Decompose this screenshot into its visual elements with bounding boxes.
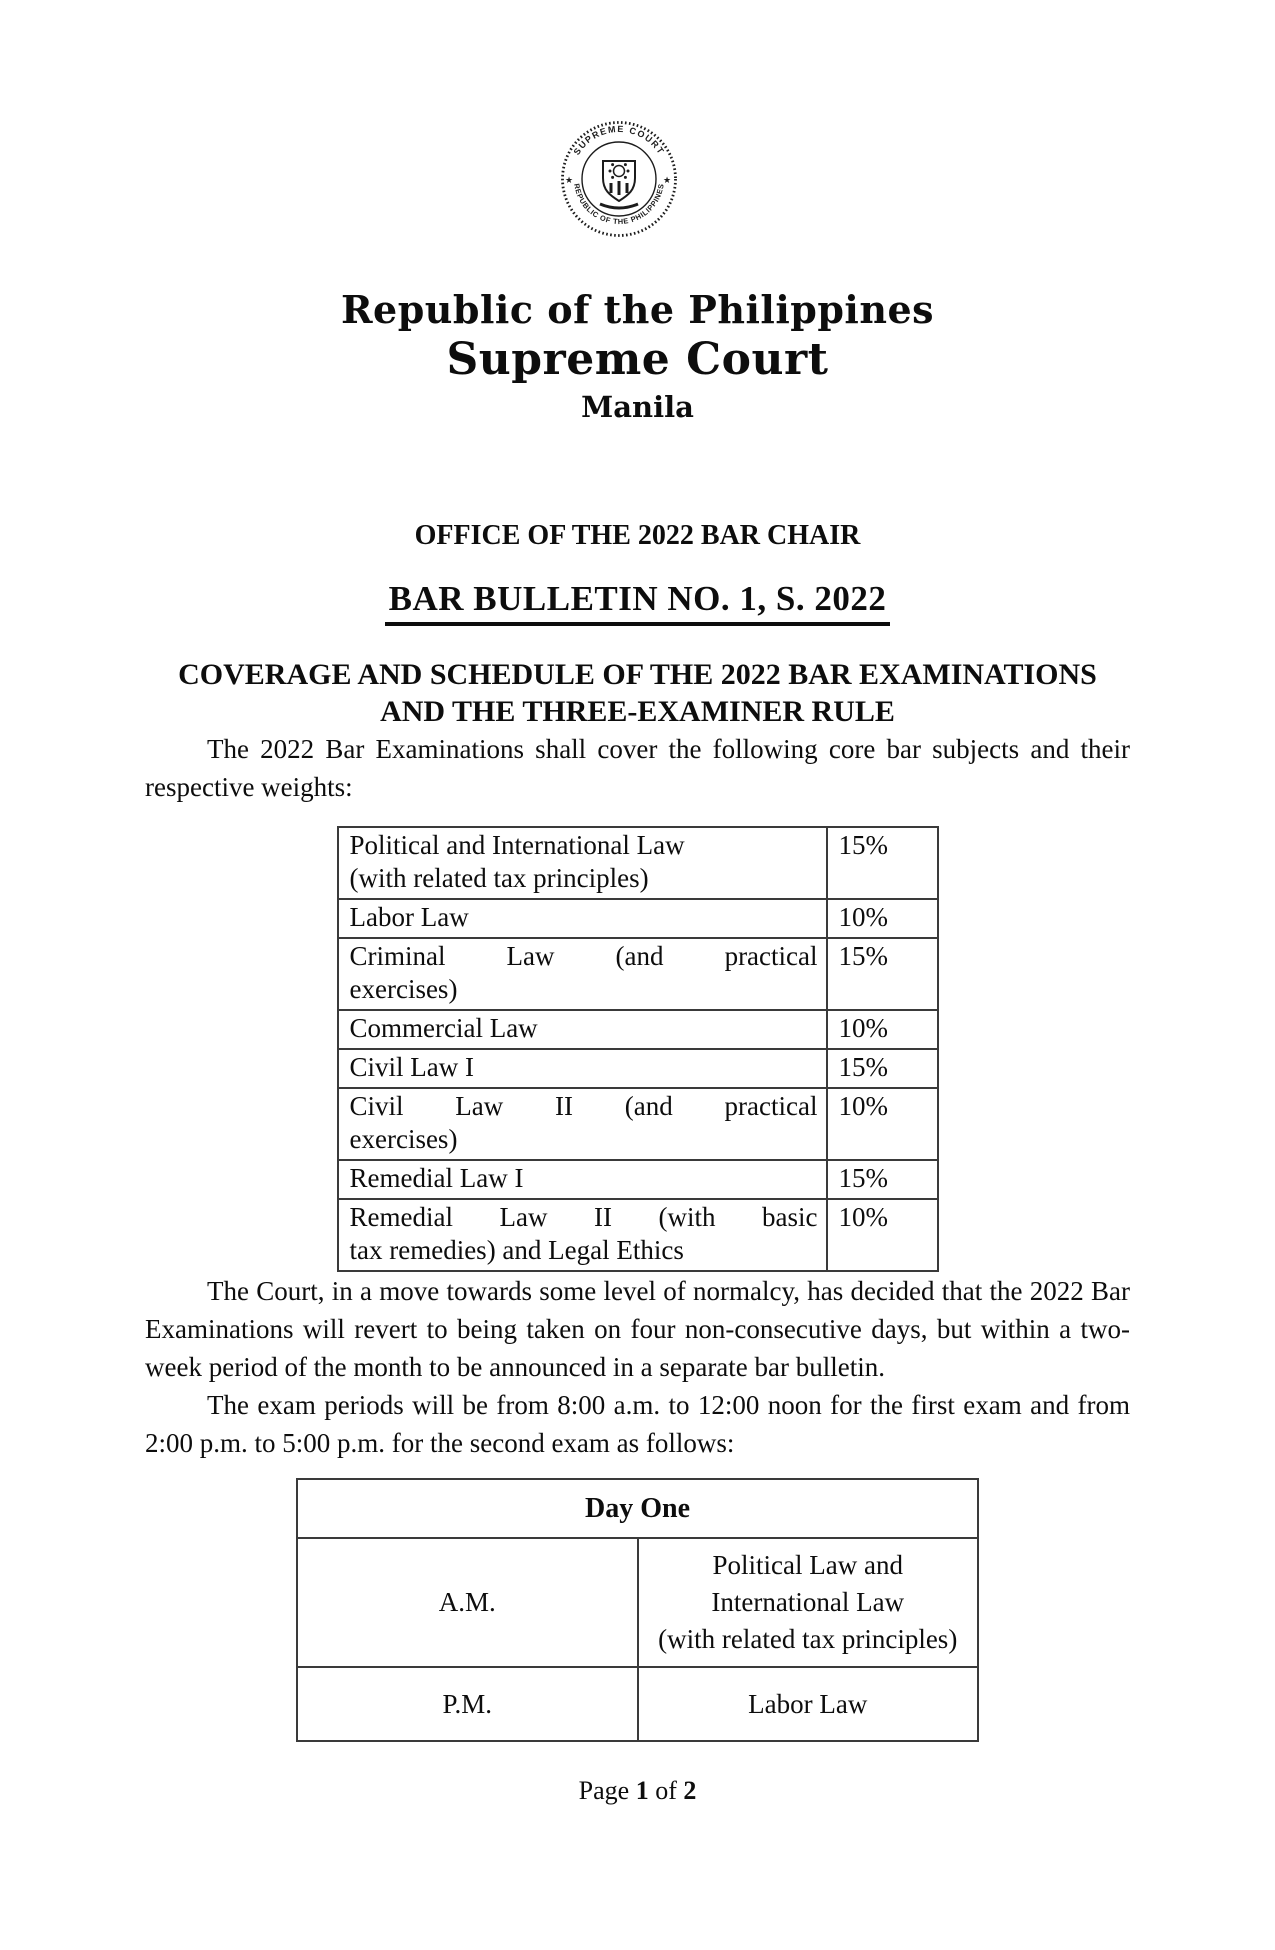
letterhead: [145, 287, 1130, 427]
seal-shield-icon: [600, 161, 638, 208]
letterhead-supreme-court: Supreme Court: [446, 334, 829, 385]
schedule-table: [296, 1478, 979, 1742]
period-cell: P.M.: [297, 1667, 638, 1741]
schedule-title-row: [297, 1479, 978, 1538]
weights-table: [337, 826, 939, 1272]
seal-inner-ring: [582, 142, 656, 216]
table-row: [338, 827, 938, 899]
schedule-row-am: [297, 1538, 978, 1667]
seal-star-right-icon: ★: [662, 175, 671, 185]
subject-cell: Commercial Law: [338, 1010, 827, 1049]
subject-cell: Political and International Law (with related tax principles): [338, 827, 827, 899]
weight-cell: 10%: [827, 1010, 938, 1049]
subject-cell: Remedial Law I: [338, 1160, 827, 1199]
weight-cell: 10%: [827, 1088, 938, 1160]
weight-cell: 10%: [827, 899, 938, 938]
footer-of-label: of: [655, 1776, 677, 1805]
exam-periods-paragraph: The exam periods will be from 8:00 a.m. to 12:00 noon for the first exam and from 2:00 p.m. to 5:00 p.m. for the second exam as follows:: [145, 1390, 1130, 1458]
schedule-title: Day One: [297, 1479, 978, 1538]
weight-cell: 15%: [827, 1160, 938, 1199]
letterhead-republic: Republic of the Philippines: [340, 287, 935, 332]
supreme-court-seal-icon: [560, 120, 678, 238]
letterhead-manila: Manila: [581, 390, 694, 424]
office-header: OFFICE OF THE 2022 BAR CHAIR: [414, 520, 861, 551]
table-row: [338, 938, 938, 1010]
weight-cell: 15%: [827, 1049, 938, 1088]
period-cell: A.M.: [297, 1538, 638, 1667]
table-row: [338, 1049, 938, 1088]
bulletin-title-row: [145, 579, 1130, 626]
footer-total-pages: 2: [683, 1776, 697, 1805]
coverage-heading-line-2: AND THE THREE-EXAMINER RULE: [380, 695, 895, 728]
seal-arc-bottom-text: REPUBLIC OF THE PHILIPPINES: [571, 182, 666, 227]
coverage-heading: [145, 656, 1130, 730]
schedule-subject-cell: Labor Law: [638, 1667, 979, 1741]
schedule-row-pm: [297, 1667, 978, 1741]
coverage-heading-line-1: COVERAGE AND SCHEDULE OF THE 2022 BAR EXAMINATIONS: [178, 658, 1097, 691]
subject-cell: Remedial Law II (with basic tax remedies) and Legal Ethics: [338, 1199, 827, 1271]
footer-page-label: Page: [578, 1776, 630, 1805]
subject-cell: Civil Law II (and practical exercises): [338, 1088, 827, 1160]
weight-cell: 10%: [827, 1199, 938, 1271]
seal-arc-top-text: SUPREME COURT: [570, 123, 667, 157]
seal-star-left-icon: ★: [564, 175, 573, 185]
subject-cell: Civil Law I: [338, 1049, 827, 1088]
weight-cell: 15%: [827, 827, 938, 899]
weight-cell: 15%: [827, 938, 938, 1010]
intro-paragraph: The 2022 Bar Examinations shall cover the following core bar subjects and their respective weights:: [145, 734, 1130, 802]
table-row: [338, 1199, 938, 1271]
table-row: [338, 1010, 938, 1049]
bulletin-title: BAR BULLETIN NO. 1, S. 2022: [385, 579, 891, 626]
schedule-subject-cell: Political Law and International Law (with related tax principles): [638, 1538, 979, 1667]
seal-row: [145, 0, 1130, 243]
table-row: [338, 899, 938, 938]
table-row: [338, 1160, 938, 1199]
footer-page-number: 1: [635, 1776, 649, 1805]
subject-cell: Labor Law: [338, 899, 827, 938]
subject-cell: Criminal Law (and practical exercises): [338, 938, 827, 1010]
court-decision-paragraph: The Court, in a move towards some level of normalcy, has decided that the 2022 Bar Examinations will revert to being taken on four non-consecutive days, but within a two-week period of the month to be announced in a separate bar bulletin.: [145, 1276, 1130, 1382]
page-footer: [145, 1776, 1130, 1806]
table-row: [338, 1088, 938, 1160]
